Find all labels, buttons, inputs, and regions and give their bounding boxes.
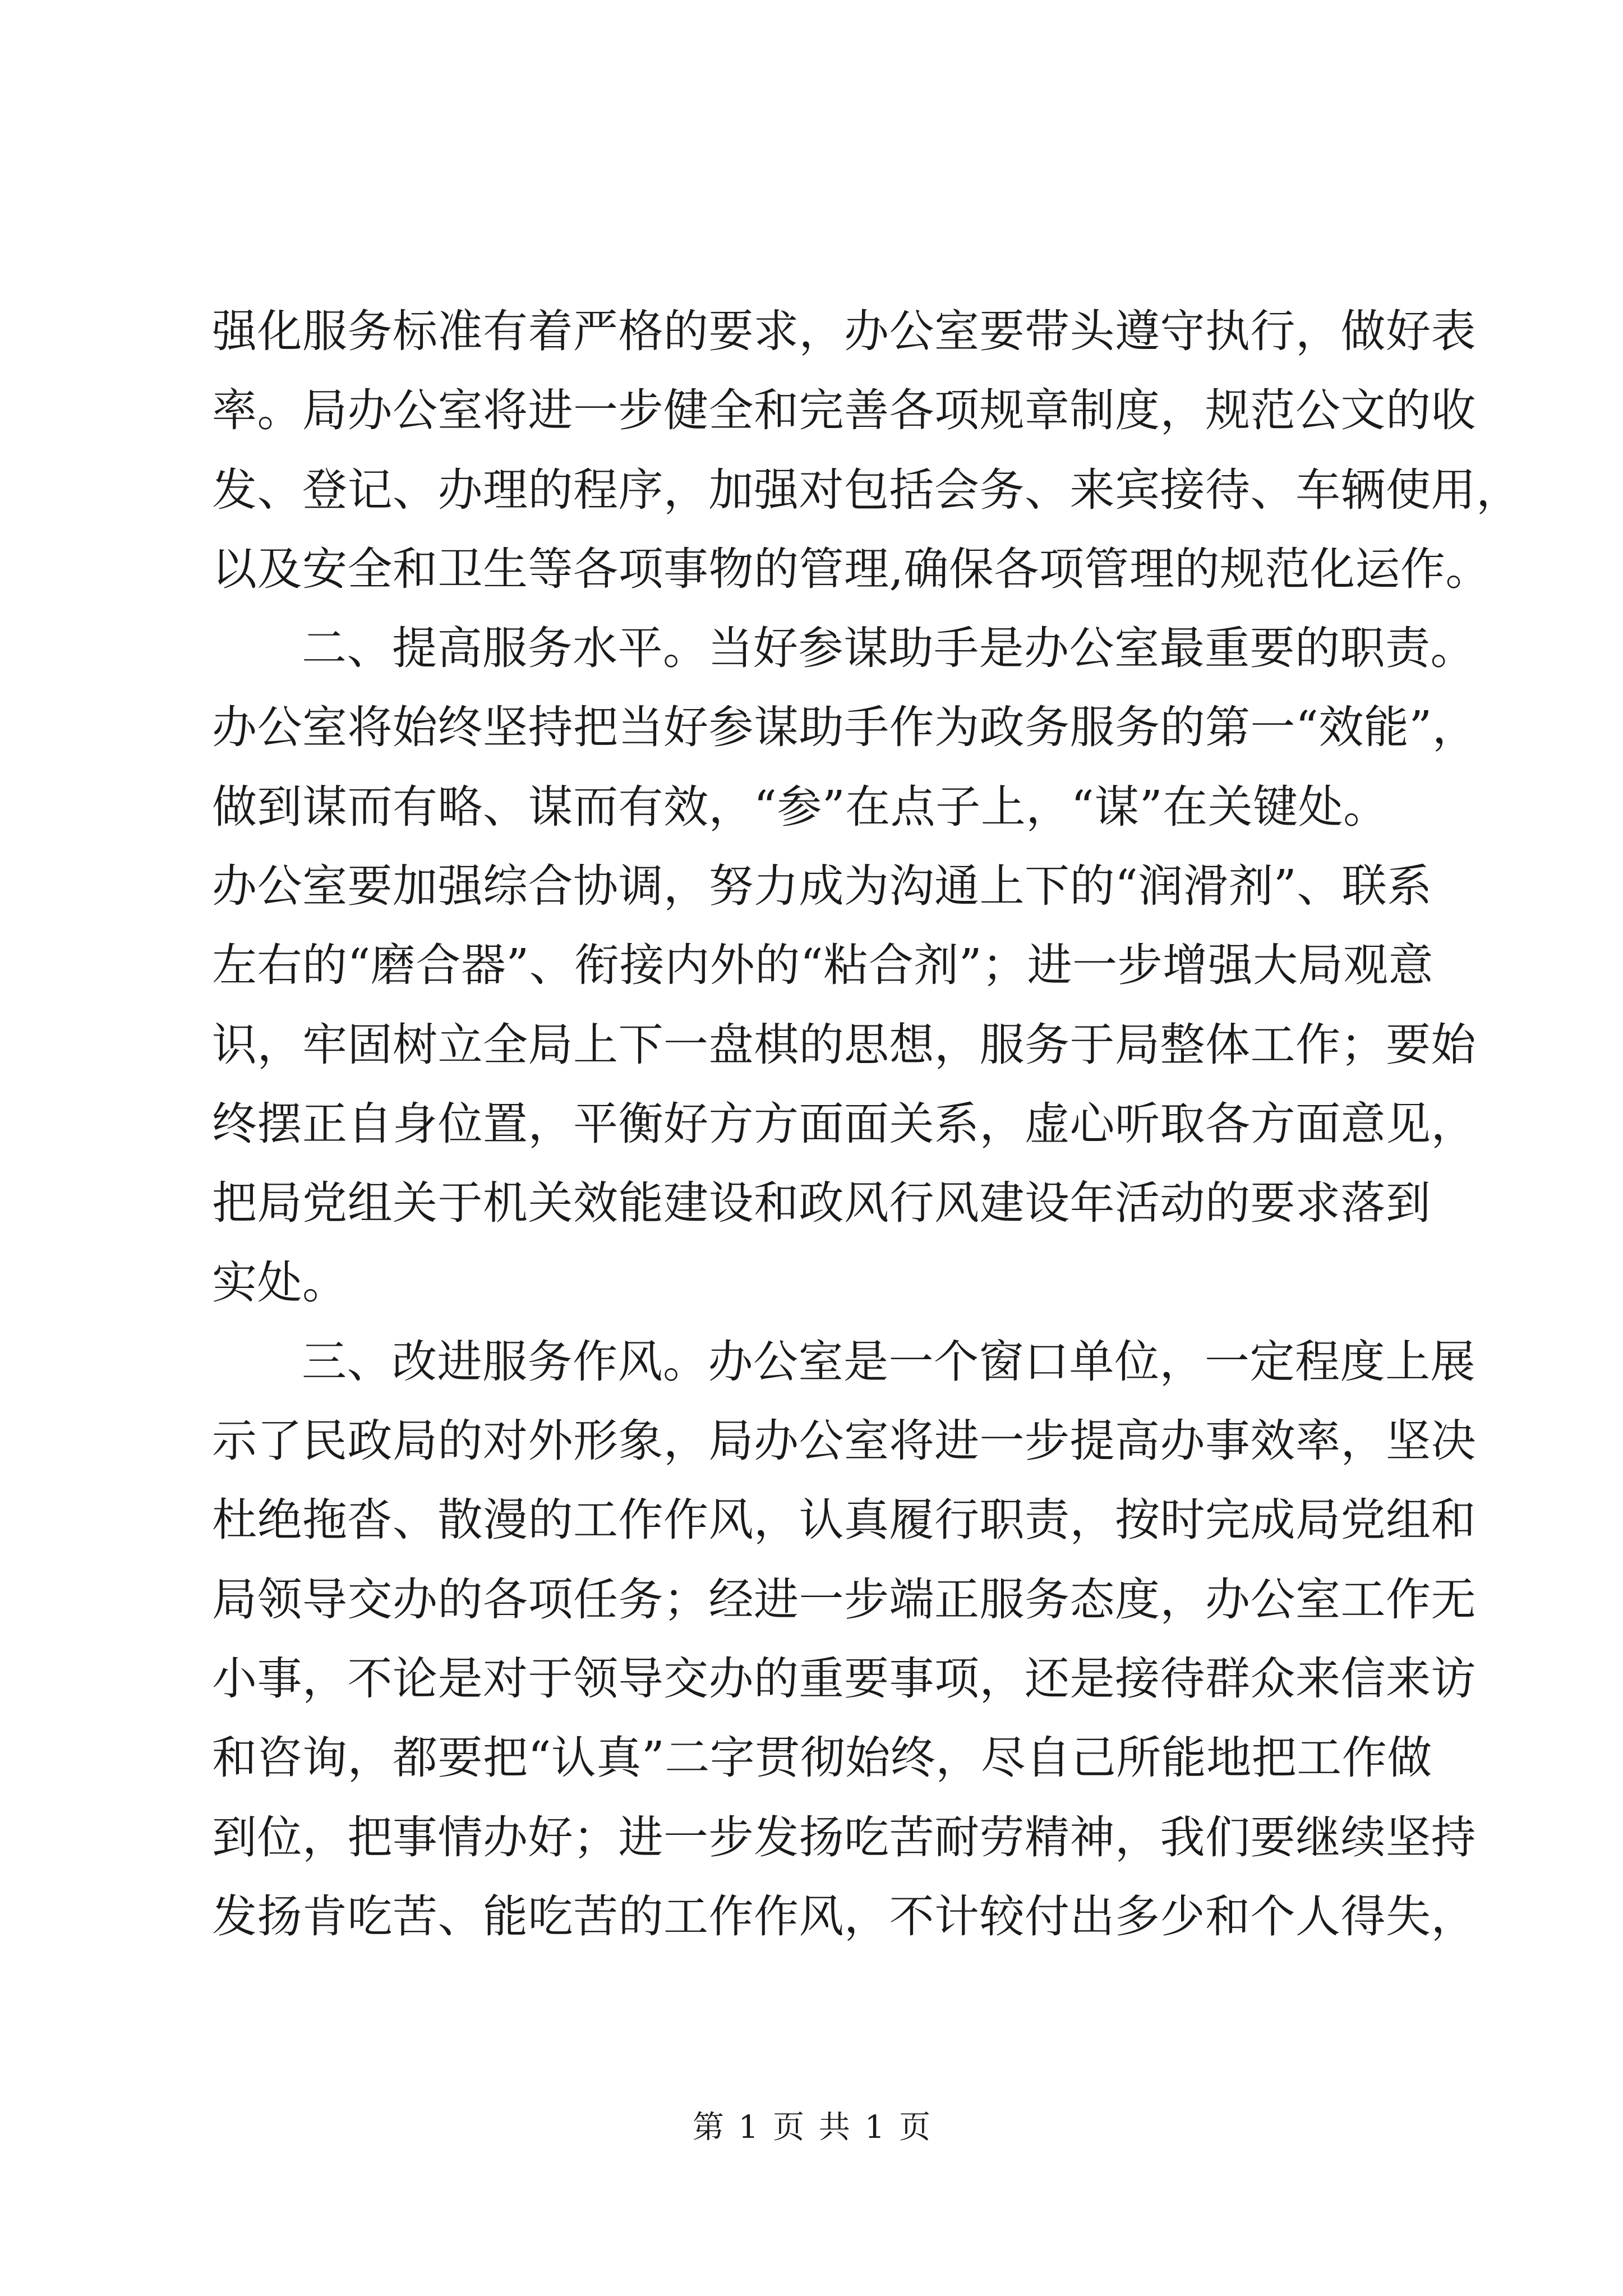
text-line: 办公室将始终坚持把当好参谋助手作为政务服务的第一“效能”， xyxy=(212,701,1478,754)
text-line: 以及安全和卫生等各项事物的管理,确保各项管理的规范化运作。 xyxy=(212,542,1491,595)
text-line: 到位，把事情办好；进一步发扬吃苦耐劳精神，我们要继续坚持 xyxy=(212,1811,1476,1864)
text-line: 把局党组关于机关效能建设和政风行风建设年活动的要求落到 xyxy=(212,1177,1431,1230)
text-line: 局领导交办的各项任务；经进一步端正服务态度，办公室工作无 xyxy=(212,1573,1476,1626)
text-line: 示了民政局的对外形象，局办公室将进一步提高办事效率，坚决 xyxy=(212,1415,1476,1467)
document-body xyxy=(212,292,1521,1956)
text-line: 发、登记、办理的程序，加强对包括会务、来宾接待、车辆使用， xyxy=(212,463,1521,516)
text-line: 发扬肯吃苦、能吃苦的工作作风，不计较付出多少和个人得失， xyxy=(212,1890,1476,1943)
text-line: 强化服务标准有着严格的要求，办公室要带头遵守执行，做好表 xyxy=(212,305,1476,357)
text-line: 办公室要加强综合协调，努力成为沟通上下的“润滑剂”、联系 xyxy=(212,860,1432,913)
text-line: 左右的“磨合器”、衔接内外的“粘合剂”；进一步增强大局观意 xyxy=(212,939,1434,992)
text-line: 三、改进服务作风。办公室是一个窗口单位，一定程度上展 xyxy=(302,1335,1476,1388)
text-line: 识，牢固树立全局上下一盘棋的思想，服务于局整体工作；要始 xyxy=(212,1018,1476,1071)
text-line: 做到谋而有略、谋而有效，“参”在点子上，“谋”在关键处。 xyxy=(212,780,1389,833)
text-line: 小事，不论是对于领导交办的重要事项，还是接待群众来信来访 xyxy=(212,1653,1476,1705)
text-line: 杜绝拖沓、散漫的工作作风，认真履行职责，按时完成局党组和 xyxy=(212,1494,1476,1547)
text-line: 终摆正自身位置，平衡好方方面面关系，虚心听取各方面意见， xyxy=(212,1097,1476,1150)
text-line: 和咨询，都要把“认真”二字贯彻始终，尽自己所能地把工作做 xyxy=(212,1732,1432,1784)
text-line: 二、提高服务水平。当好参谋助手是办公室最重要的职责。 xyxy=(302,622,1476,675)
text-line: 率。局办公室将进一步健全和完善各项规章制度，规范公文的收 xyxy=(212,384,1476,437)
page-footer: 第 1 页 共 1 页 xyxy=(692,2109,931,2146)
text-line: 实处。 xyxy=(212,1256,348,1309)
